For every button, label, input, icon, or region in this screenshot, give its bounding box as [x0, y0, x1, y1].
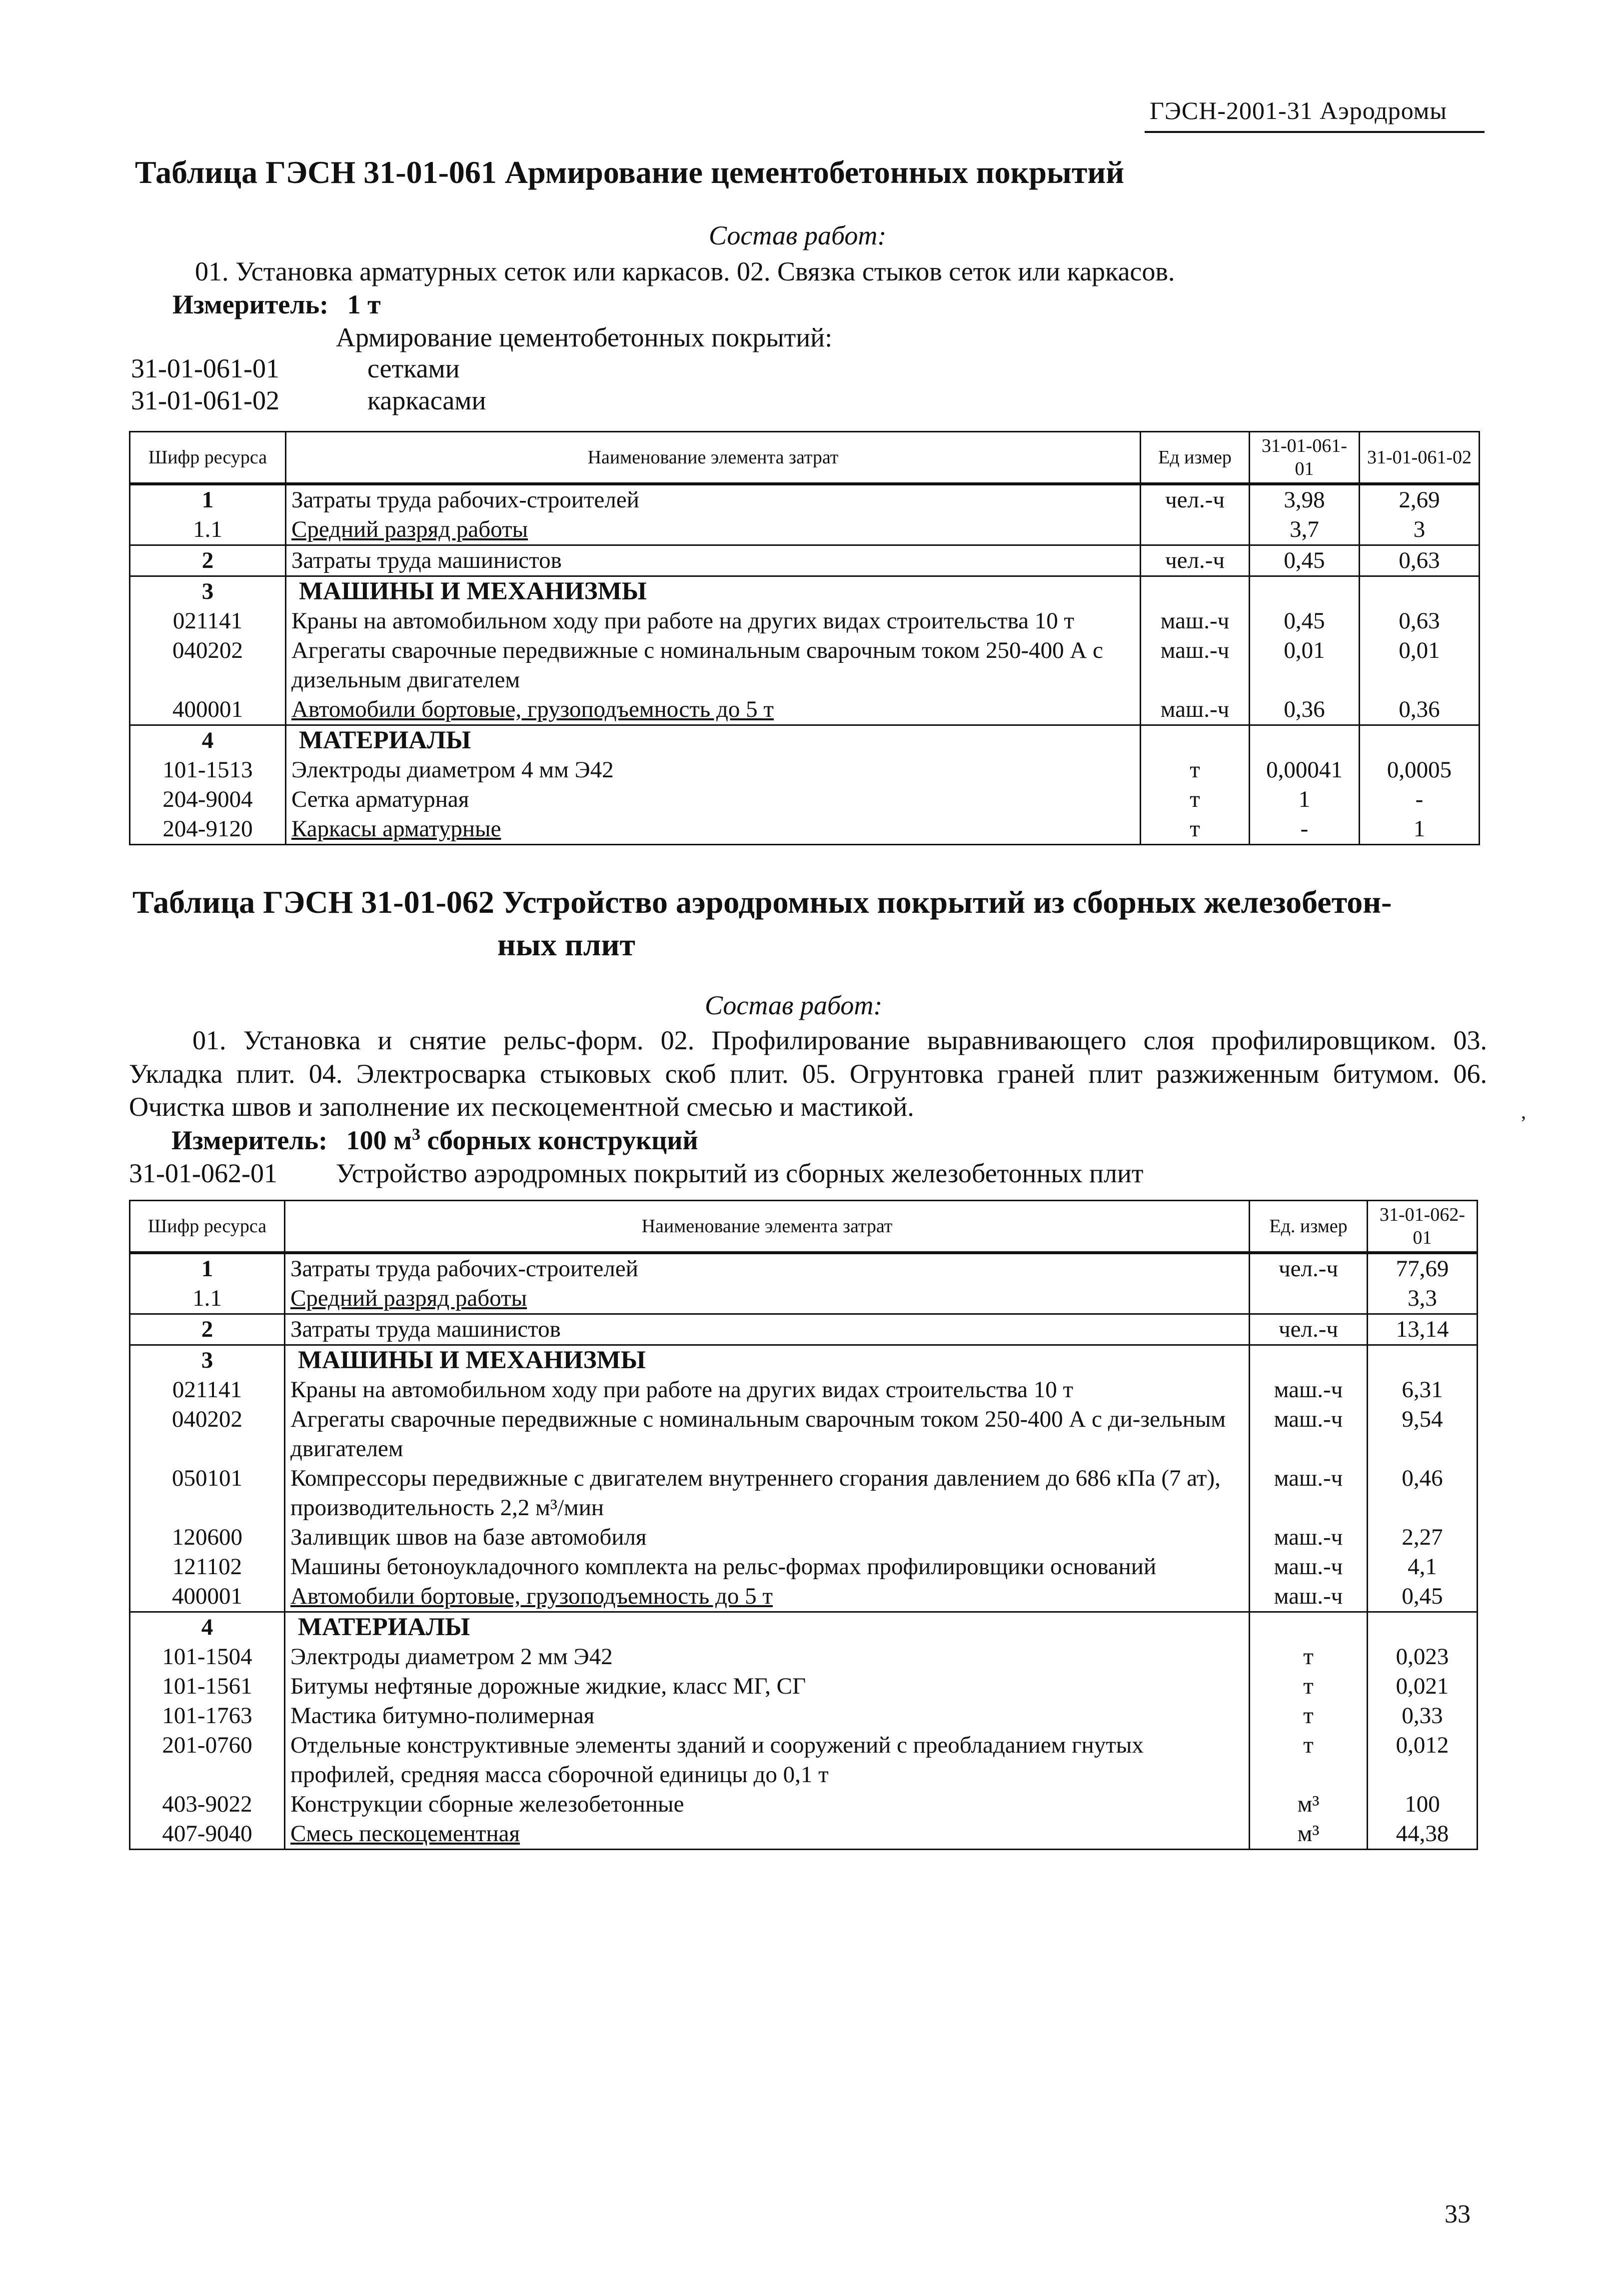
resource-code: 3 [130, 1345, 285, 1376]
variant-code: 31-01-061-01 [131, 353, 279, 383]
cost-element: Краны на автомобильном ходу при работе на других видах строительства 10 т [286, 606, 1141, 636]
table2-grid [129, 1200, 1478, 1850]
table-header-row [130, 1201, 1478, 1253]
table-row [130, 1375, 1478, 1405]
table-row [130, 695, 1480, 725]
unit: чел.-ч [1141, 545, 1250, 576]
value: 0,45 [1250, 545, 1360, 576]
value [1250, 725, 1360, 756]
izmeritel-value: 100 м [346, 1125, 412, 1155]
unit: маш.-ч [1141, 606, 1250, 636]
resource-code: 040202 [130, 636, 286, 695]
table-row [130, 636, 1480, 695]
table2-sostav-line: 01. Установка и снятие рельс-форм. 02. Профилирование выравнивающего слоя профилировщиком. 03. [192, 1025, 1487, 1055]
stray-mark: , [1521, 1100, 1526, 1123]
cost-element: Автомобили бортовые, грузоподъемность до 5 т [286, 695, 1141, 725]
cost-element: Затраты труда машинистов [285, 1314, 1250, 1345]
variant-name: каркасами [367, 385, 486, 415]
unit: маш.-ч [1250, 1375, 1368, 1405]
section-heading: МАТЕРИАЛЫ [285, 1612, 1250, 1643]
value: 0,46 [1368, 1464, 1478, 1523]
value: 0,33 [1368, 1701, 1478, 1731]
cost-element: Смесь пескоцементная [285, 1819, 1250, 1850]
value: 100 [1368, 1790, 1478, 1819]
variant-code: 31-01-061-02 [131, 385, 279, 415]
table-row [130, 1284, 1478, 1314]
header-rule [1145, 131, 1485, 133]
unit: т [1250, 1731, 1368, 1790]
value: 0,36 [1250, 695, 1360, 725]
value: 0,021 [1368, 1672, 1478, 1701]
table-row [130, 755, 1480, 785]
table1-grid [129, 431, 1480, 845]
value: 3,3 [1368, 1284, 1478, 1314]
table2-sostav-label: Состав работ: [705, 990, 883, 1020]
table1-izmeritel [172, 289, 381, 320]
column-header: Наименование элемента затрат [286, 432, 1141, 484]
column-header: 31-01-061-01 [1250, 432, 1360, 484]
cost-element: Агрегаты сварочные передвижные с номинальным сварочным током 250-400 А с дизельным двигателем [286, 636, 1141, 695]
resource-code: 204-9004 [130, 785, 286, 814]
cost-element: Средний разряд работы [286, 515, 1141, 545]
table2-sostav-line: Укладка плит. 04. Электросварка стыковых скоб плит. 05. Огрунтовка граней плит разжиженным битумом. 06. [129, 1059, 1487, 1089]
unit: т [1250, 1642, 1368, 1672]
unit: т [1141, 755, 1250, 785]
resource-code: 403-9022 [130, 1790, 285, 1819]
table-header-row [130, 432, 1480, 484]
table-row [130, 1672, 1478, 1701]
cost-element: Отдельные конструктивные элементы зданий и сооружений с преобладанием гнутых профилей, средняя масса сборочной единицы до 0,1 т [285, 1731, 1250, 1790]
resource-code: 204-9120 [130, 814, 286, 845]
table2-sostav-line: Очистка швов и заполнение их пескоцементной смесью и мастикой. [129, 1092, 914, 1122]
table-row [130, 785, 1480, 814]
resource-code: 101-1513 [130, 755, 286, 785]
resource-code: 3 [130, 576, 286, 607]
table-row [130, 1642, 1478, 1672]
section-heading: МАТЕРИАЛЫ [286, 725, 1141, 756]
running-header: ГЭСН-2001-31 Аэродромы [1150, 96, 1448, 124]
unit: т [1250, 1672, 1368, 1701]
value [1360, 725, 1480, 756]
resource-code: 2 [130, 1314, 285, 1345]
unit: чел.-ч [1141, 484, 1250, 515]
table2-izmeritel [171, 1125, 698, 1156]
variant-code: 31-01-062-01 [129, 1158, 277, 1188]
value: 13,14 [1368, 1314, 1478, 1345]
unit [1141, 515, 1250, 545]
unit [1141, 576, 1250, 607]
resource-code: 050101 [130, 1464, 285, 1523]
unit: чел.-ч [1250, 1253, 1368, 1284]
value: 6,31 [1368, 1375, 1478, 1405]
table1-group-caption: Армирование цементобетонных покрытий: [336, 322, 833, 352]
page-number: 33 [1445, 2200, 1471, 2229]
value: 0,00041 [1250, 755, 1360, 785]
value [1368, 1345, 1478, 1376]
table1-title: Таблица ГЭСН 31-01-061 Армирование цементобетонных покрытий [135, 154, 1125, 190]
table-row [130, 1790, 1478, 1819]
cost-element: Сетка арматурная [286, 785, 1141, 814]
table-row [130, 814, 1480, 845]
column-header: Шифр ресурса [130, 1201, 285, 1253]
cost-element: Затраты труда рабочих-строителей [285, 1253, 1250, 1284]
resource-code: 021141 [130, 1375, 285, 1405]
value [1368, 1612, 1478, 1643]
cost-element: Агрегаты сварочные передвижные с номинальным сварочным током 250-400 А с ди-зельным двигателем [285, 1405, 1250, 1464]
resource-code: 101-1504 [130, 1642, 285, 1672]
value: 3 [1360, 515, 1480, 545]
column-header: Ед. измер [1250, 1201, 1368, 1253]
value: 0,0005 [1360, 755, 1480, 785]
unit [1250, 1284, 1368, 1314]
unit: маш.-ч [1250, 1523, 1368, 1552]
resource-code: 101-1561 [130, 1672, 285, 1701]
value: 0,63 [1360, 606, 1480, 636]
section-heading: МАШИНЫ И МЕХАНИЗМЫ [285, 1345, 1250, 1376]
value: 77,69 [1368, 1253, 1478, 1284]
unit: м³ [1250, 1819, 1368, 1850]
resource-code: 1.1 [130, 515, 286, 545]
column-header: Шифр ресурса [130, 432, 286, 484]
izmeritel-label: Измеритель: [172, 289, 329, 319]
value: 0,01 [1250, 636, 1360, 695]
cost-element: Компрессоры передвижные с двигателем внутреннего сгорания давлением до 686 кПа (7 ат), производительность 2,2 м³/мин [285, 1464, 1250, 1523]
cost-element: Каркасы арматурные [286, 814, 1141, 845]
cost-element: Электроды диаметром 4 мм Э42 [286, 755, 1141, 785]
izmeritel-value: 1 т [347, 289, 381, 319]
unit: маш.-ч [1250, 1464, 1368, 1523]
table-row [130, 1552, 1478, 1582]
table-row [130, 1345, 1478, 1376]
value: 0,36 [1360, 695, 1480, 725]
value [1360, 576, 1480, 607]
table-row [130, 515, 1480, 545]
resource-code: 1.1 [130, 1284, 285, 1314]
resource-code: 101-1763 [130, 1701, 285, 1731]
resource-code: 1 [130, 1253, 285, 1284]
table2-title-cont: ных плит [497, 927, 635, 962]
value: 3,7 [1250, 515, 1360, 545]
table-row [130, 1582, 1478, 1612]
value: - [1360, 785, 1480, 814]
unit [1250, 1345, 1368, 1376]
resource-code: 040202 [130, 1405, 285, 1464]
resource-code: 021141 [130, 606, 286, 636]
unit: т [1141, 814, 1250, 845]
column-header: Наименование элемента затрат [285, 1201, 1250, 1253]
value: 3,98 [1250, 484, 1360, 515]
value: 0,023 [1368, 1642, 1478, 1672]
unit: чел.-ч [1250, 1314, 1368, 1345]
value [1250, 576, 1360, 607]
value: 2,69 [1360, 484, 1480, 515]
resource-code: 2 [130, 545, 286, 576]
value: 44,38 [1368, 1819, 1478, 1850]
table-row [130, 484, 1480, 515]
cost-element: Заливщик швов на базе автомобиля [285, 1523, 1250, 1552]
resource-code: 120600 [130, 1523, 285, 1552]
value: 1 [1360, 814, 1480, 845]
table1-sostav-label: Состав работ: [709, 220, 887, 250]
cost-element: Средний разряд работы [285, 1284, 1250, 1314]
value: 1 [1250, 785, 1360, 814]
variant-name: Устройство аэродромных покрытий из сборных железобетонных плит [336, 1158, 1144, 1188]
cost-element: Электроды диаметром 2 мм Э42 [285, 1642, 1250, 1672]
cost-element: Автомобили бортовые, грузоподъемность до 5 т [285, 1582, 1250, 1612]
unit: маш.-ч [1250, 1405, 1368, 1464]
cost-element: Затраты труда машинистов [286, 545, 1141, 576]
resource-code: 201-0760 [130, 1731, 285, 1790]
value: 0,01 [1360, 636, 1480, 695]
table-row [130, 1819, 1478, 1850]
table-row [130, 1731, 1478, 1790]
value: 0,012 [1368, 1731, 1478, 1790]
value: 9,54 [1368, 1405, 1478, 1464]
cost-element: Машины бетоноукладочного комплекта на рельс-формах профилировщики оснований [285, 1552, 1250, 1582]
table-row [130, 725, 1480, 756]
resource-code: 4 [130, 725, 286, 756]
value: 0,63 [1360, 545, 1480, 576]
section-heading: МАШИНЫ И МЕХАНИЗМЫ [286, 576, 1141, 607]
unit: м³ [1250, 1790, 1368, 1819]
variant-name: сетками [367, 353, 460, 383]
value: 0,45 [1368, 1582, 1478, 1612]
column-header: 31-01-061-02 [1360, 432, 1480, 484]
value: 4,1 [1368, 1552, 1478, 1582]
unit [1141, 725, 1250, 756]
value: 2,27 [1368, 1523, 1478, 1552]
cost-element: Мастика битумно-полимерная [285, 1701, 1250, 1731]
unit [1250, 1612, 1368, 1643]
izmeritel-sup: 3 [411, 1125, 420, 1144]
column-header: 31-01-062-01 [1368, 1201, 1478, 1253]
izmeritel-rest: сборных конструкций [427, 1125, 698, 1155]
unit: маш.-ч [1250, 1582, 1368, 1612]
table-row [130, 1253, 1478, 1284]
unit: маш.-ч [1250, 1552, 1368, 1582]
cost-element: Конструкции сборные железобетонные [285, 1790, 1250, 1819]
table1-sostav-text: 01. Установка арматурных сеток или каркасов. 02. Связка стыков сеток или каркасов. [195, 256, 1175, 286]
unit: маш.-ч [1141, 636, 1250, 695]
resource-code: 400001 [130, 1582, 285, 1612]
resource-code: 400001 [130, 695, 286, 725]
column-header: Ед измер [1141, 432, 1250, 484]
table2-title: Таблица ГЭСН 31-01-062 Устройство аэродромных покрытий из сборных железобетон- [132, 884, 1392, 920]
table-row [130, 1612, 1478, 1643]
cost-element: Битумы нефтяные дорожные жидкие, класс МГ, СГ [285, 1672, 1250, 1701]
resource-code: 1 [130, 484, 286, 515]
value: - [1250, 814, 1360, 845]
resource-code: 4 [130, 1612, 285, 1643]
table-row [130, 1464, 1478, 1523]
resource-code: 121102 [130, 1552, 285, 1582]
table-row [130, 1405, 1478, 1464]
resource-code: 407-9040 [130, 1819, 285, 1850]
table-row [130, 545, 1480, 576]
table-row [130, 1314, 1478, 1345]
table-row [130, 606, 1480, 636]
izmeritel-label: Измеритель: [171, 1125, 328, 1155]
table-row [130, 576, 1480, 607]
unit: т [1141, 785, 1250, 814]
cost-element: Затраты труда рабочих-строителей [286, 484, 1141, 515]
unit: маш.-ч [1141, 695, 1250, 725]
unit: т [1250, 1701, 1368, 1731]
value: 0,45 [1250, 606, 1360, 636]
table-row [130, 1523, 1478, 1552]
table-row [130, 1701, 1478, 1731]
cost-element: Краны на автомобильном ходу при работе на других видах строительства 10 т [285, 1375, 1250, 1405]
